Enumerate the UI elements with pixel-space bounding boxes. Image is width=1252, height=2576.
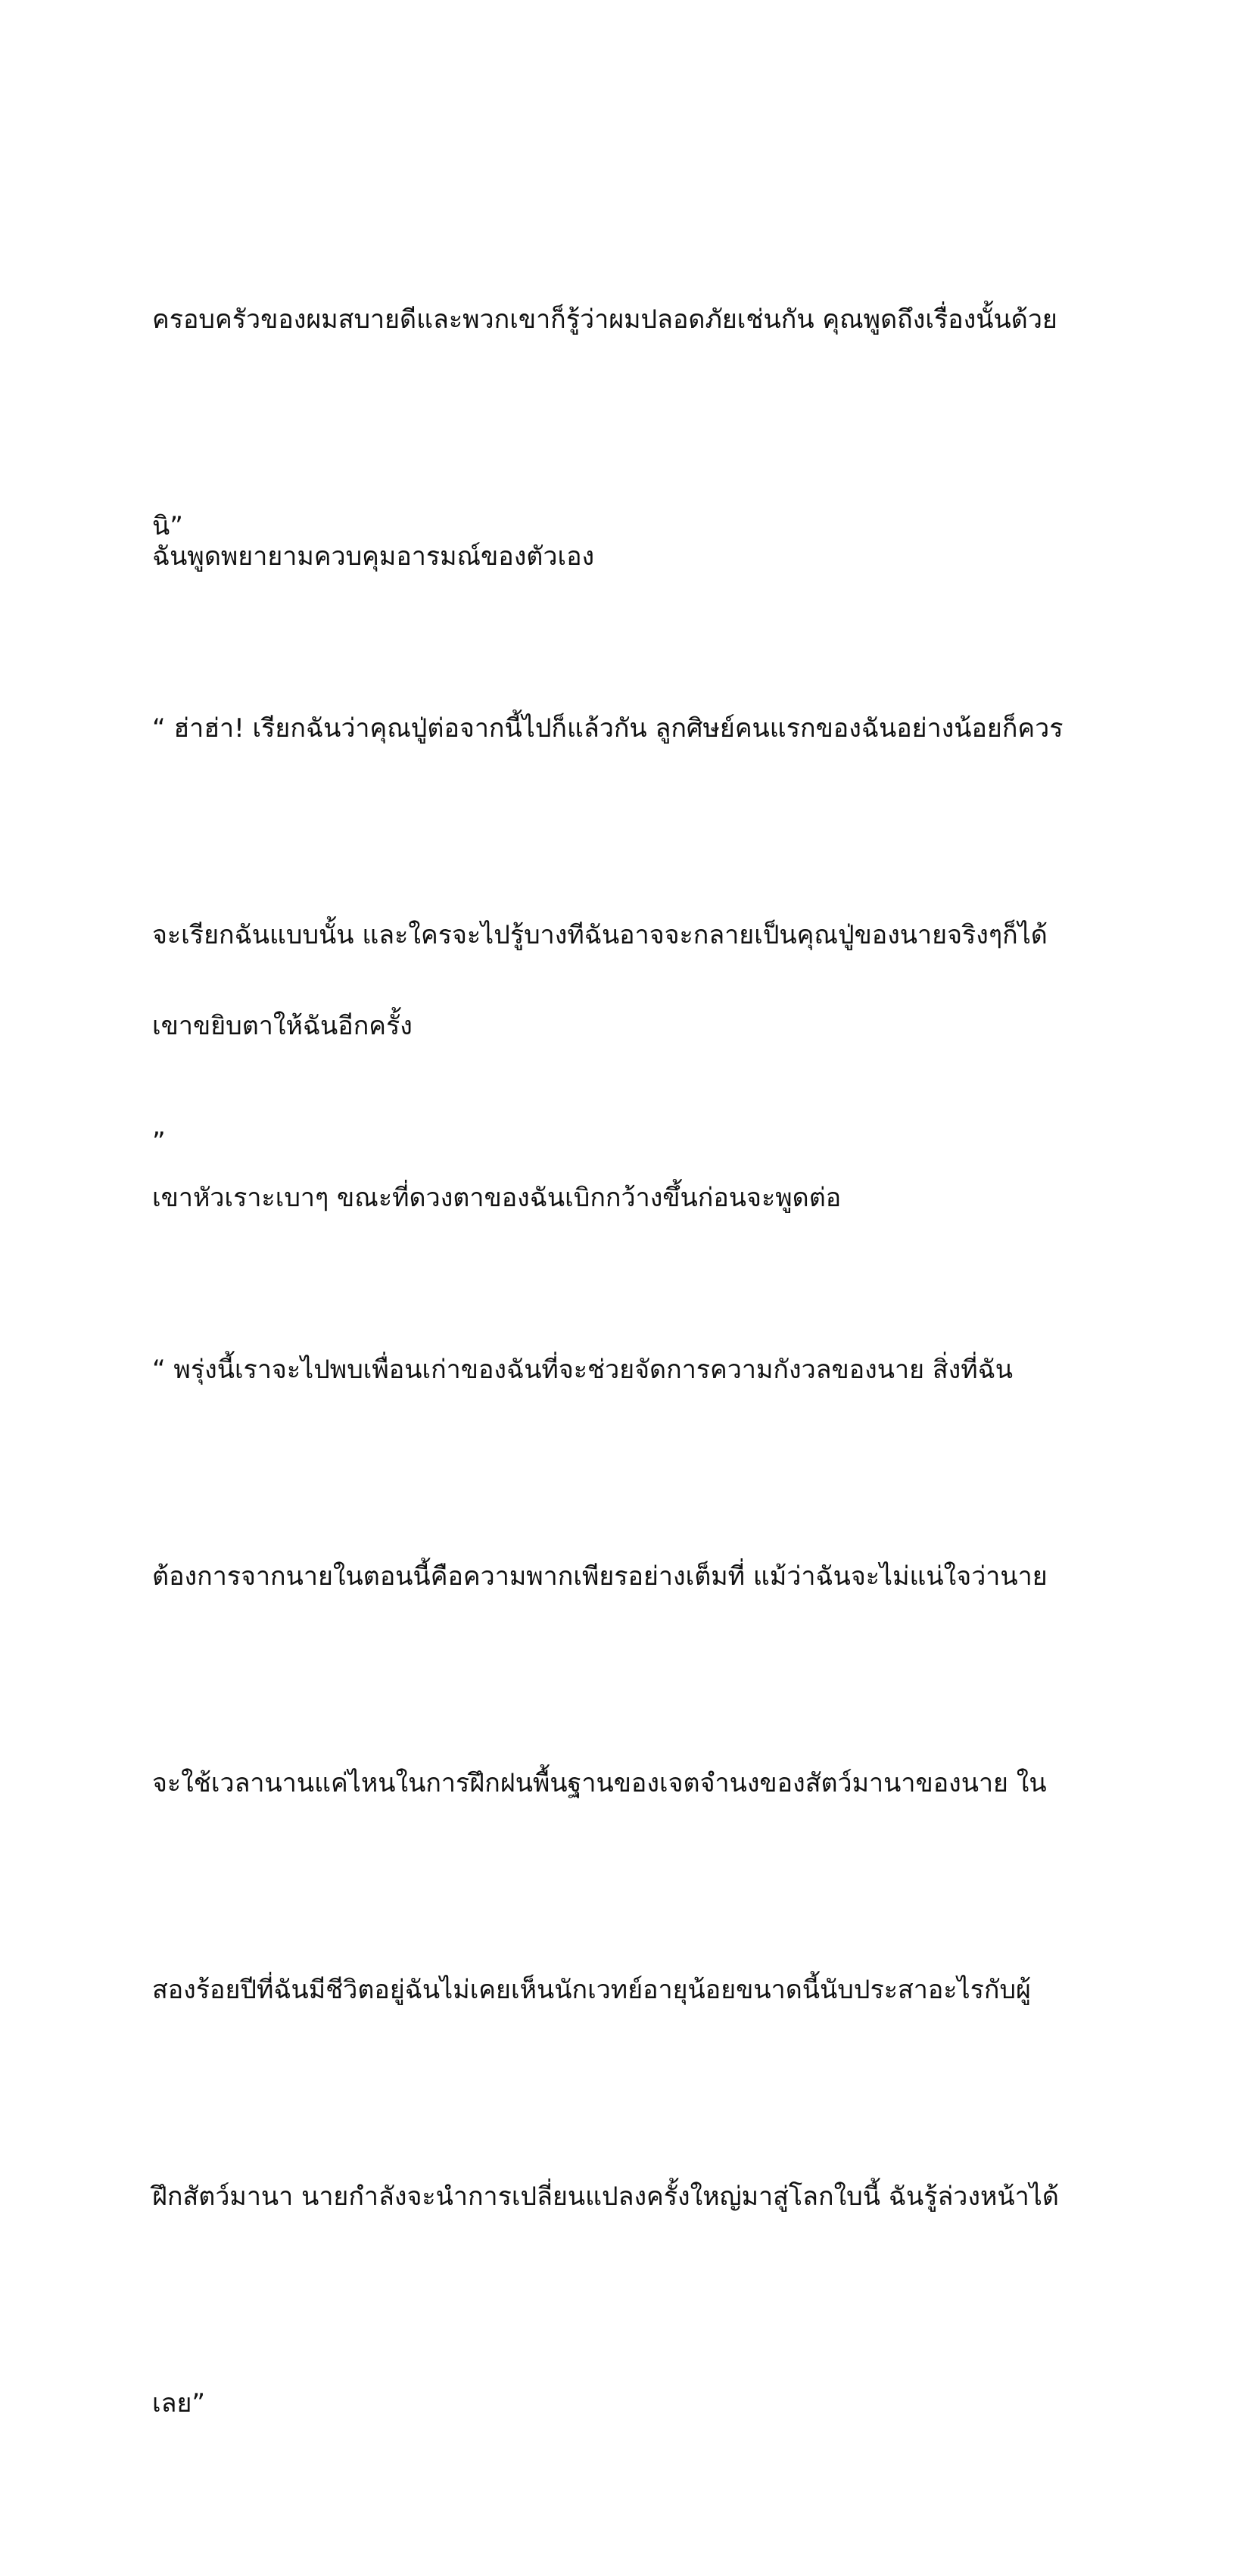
text-line: ครอบครัวของผมสบายดีและพวกเขาก็รู้ว่าผมปลอดภัยเช่นกัน คุณพูดถึงเรื่องนั้นด้วย [152,304,1057,335]
text-line: สองร้อยปีที่ฉันมีชีวิตอยู่ฉันไม่เคยเห็นนักเวทย์อายุน้อยขนาดนี้นับประสาอะไรกับผู้ [152,1975,1031,2005]
text-line: เขาหัวเราะเบาๆ ขณะที่ดวงตาของฉันเบิกกว้างขึ้นก่อนจะพูดต่อ [152,1183,842,1213]
text-line: ฉันพูดพยายามควบคุมอารมณ์ของตัวเอง [152,541,595,572]
text-line: จะใช้เวลานานแค่ไหนในการฝึกฝนพื้นฐานของเจตจำนงของสัตว์มานาของนาย ใน [152,1768,1047,1798]
text-line: จะเรียกฉันแบบนั้น และใครจะไปรู้บางทีฉันอาจจะกลายเป็นคุณปู่ของนายจริงๆก็ได้ [152,920,1048,950]
text-line: “ พรุ่งนี้เราจะไปพบเพื่อนเก่าของฉันที่จะช่วยจัดการความกังวลของนาย สิ่งที่ฉัน [152,1355,1014,1385]
text-line: นิ” [152,511,183,541]
text-line: ” [152,1127,166,1157]
text-line: “ ฮ่าฮ่า! เรียกฉันว่าคุณปู่ต่อจากนี้ไปก็แล้วกัน ลูกศิษย์คนแรกของฉันอย่างน้อยก็ควร [152,713,1064,744]
text-line: เลย” [152,2388,205,2419]
text-line: ต้องการจากนายในตอนนี้คือความพากเพียรอย่างเต็มที่ แม้ว่าฉันจะไม่แน่ใจว่านาย [152,1561,1048,1592]
text-line: เขาขยิบตาให้ฉันอีกครั้ง [152,1011,413,1041]
text-line: ฝึกสัตว์มานา นายกำลังจะนำการเปลี่ยนแปลงครั้งใหญ่มาสู่โลกใบนี้ ฉันรู้ล่วงหน้าได้ [152,2181,1059,2212]
paragraph-tomorrow-old-friend [152,1198,1106,2576]
